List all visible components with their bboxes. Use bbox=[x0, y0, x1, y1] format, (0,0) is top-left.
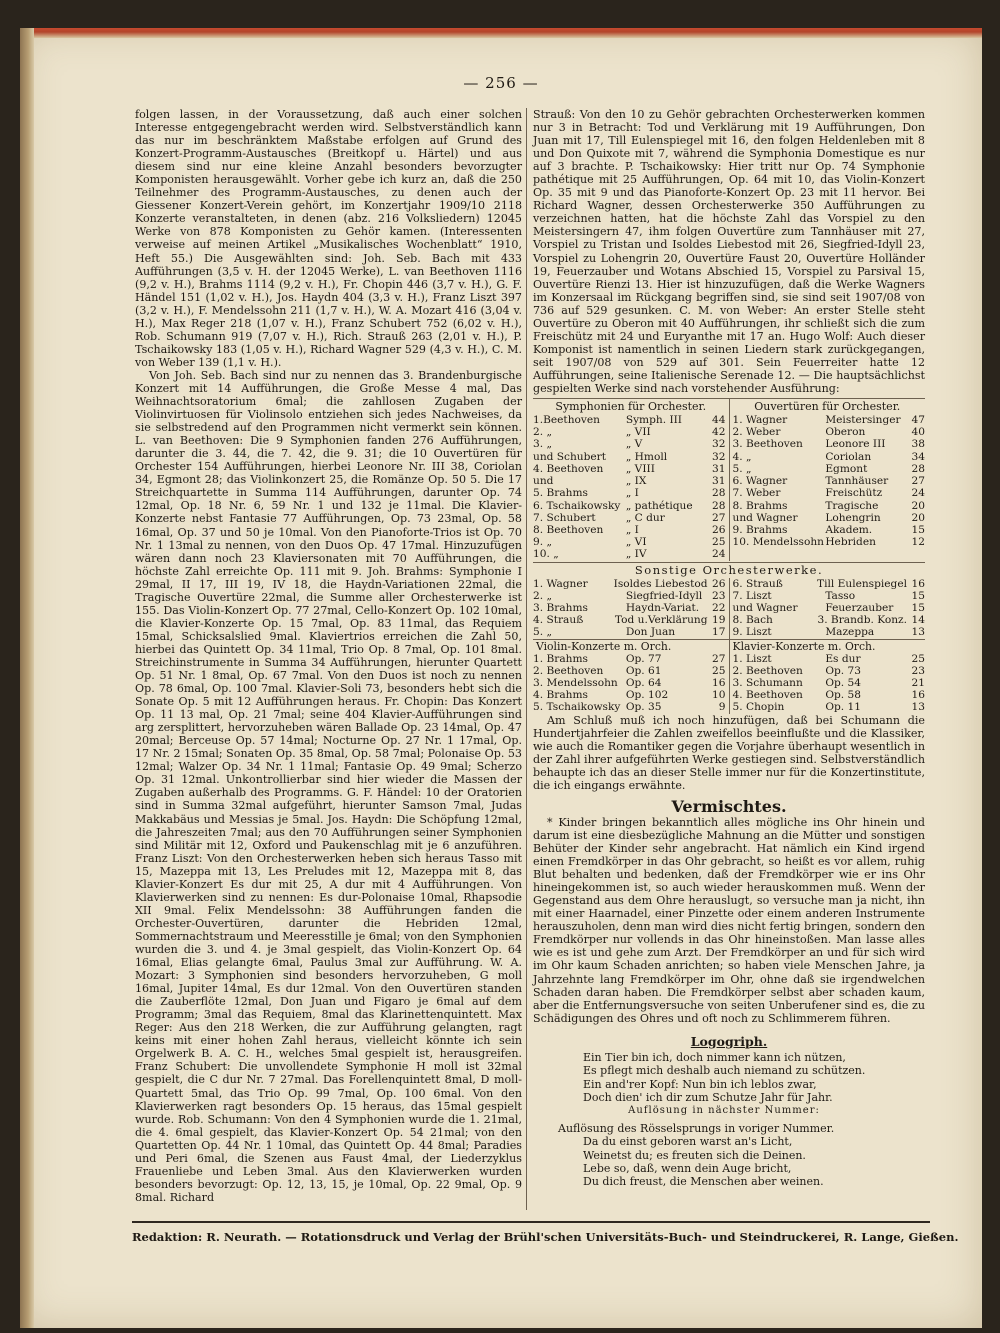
composer-cell: 4. „ bbox=[732, 450, 752, 463]
table-row bbox=[533, 463, 726, 475]
table-row bbox=[733, 451, 926, 463]
work-cell: Feuerzauber bbox=[825, 601, 894, 614]
work-cell: Op. 58 bbox=[825, 689, 861, 702]
composer-cell: und Wagner bbox=[732, 601, 798, 614]
count-cell: 31 bbox=[712, 475, 726, 488]
count-cell: 28 bbox=[911, 462, 925, 475]
count-cell: 25 bbox=[712, 664, 726, 677]
composer-cell: 8. Brahms bbox=[732, 499, 788, 512]
composer-cell: 2. Weber bbox=[732, 426, 781, 439]
table2-right bbox=[730, 578, 926, 639]
table-row bbox=[533, 548, 726, 560]
right-intro-paragraph: Strauß: Von den 10 zu Gehör gebrachten Orchesterwerken kommen nur 3 in Betracht: Tod und Verklärung mit 19 Aufführungen, Don Juan mit 17, Till Eulenspiegel mit 16, den folgen Heldenleben mit 8 und Don Quixote mit 7, während die Symphonia Domestique es nur auf 3 brachte. P. Tschaikowsky: Hier tritt nur Op. 74 Symphonie pathétique mit 25 Aufführungen, Op. 64 mit 10, das Violin-Konzert Op. 35 mit 9 und das Pianoforte-Konzert Op. 23 mit 11 hervor. Bei Richard Wagner, dessen Orchesterwerke 350 Aufführungen zu verzeichnen hatten, hat die höchste Zahl das Vorspiel zu den Meistersingern 47, ihm folgen Ouvertüre zum Tannhäuser mit 27, Vorspiel zu Tristan und Isoldes Liebestod mit 26, Siegfried-Idyll 23, Vorspiel zu Lohengrin 20, Ouvertüre Faust 20, Ouvertüre Holländer 19, Feuerzauber und Wotans Abschied 15, Vorspiel zu Parsival 15, Ouvertüre Rienzi 13. Hier ist hinzuzufügen, daß die Werke Wagners im Konzersaal im Rückgang begriffen sind, sie sind seit 1907/08 von 736 auf 529 gesunken. C. M. von Weber: An erster Stelle steht Ouvertüre zu Oberon mit 40 Aufführungen, ihr schließt sich die zum Freischütz mit 24 und Euryanthe mit 17 an. Hugo Wolf: Auch dieser Komponist ist namentlich in seinen Liedern stark zurückgegangen, seit 1907/08 von 529 auf 301. Sein Feuerreiter hatte 12 Aufführungen, seine Italienische Serenade 12. — Die hauptsächlichst gespielten Werke sind nach vorstehender Ausführung: bbox=[533, 108, 925, 395]
work-cell: „ VII bbox=[625, 426, 651, 439]
composer-cell: 10. „ bbox=[533, 548, 559, 561]
logogriph-poem bbox=[533, 1051, 925, 1118]
work-cell: Lohengrin bbox=[825, 511, 881, 524]
table-row bbox=[533, 426, 726, 438]
table-row bbox=[533, 414, 726, 426]
composer-cell: und bbox=[533, 475, 554, 488]
table-row bbox=[533, 689, 726, 701]
count-cell: 44 bbox=[712, 414, 726, 427]
composer-cell: 8. Beethoven bbox=[533, 523, 604, 536]
solution-block bbox=[533, 1122, 925, 1189]
table-row bbox=[533, 438, 726, 450]
composer-cell: 9. Liszt bbox=[732, 626, 772, 639]
work-cell: Op. 64 bbox=[625, 677, 662, 690]
count-cell: 15 bbox=[911, 589, 925, 602]
left-paragraph-2: Von Joh. Seb. Bach sind nur zu nennen das 3. Brandenburgische Konzert mit 14 Aufführungen, die Große Messe 4 mal, Das Weihnachtsoratorium 6mal; die zahllosen Zugaben der Violinvirtuosen für Violinsolo entziehen sich jedes Nachweises, da sie selbstredend auf den Programmen nicht vermerkt sein können. L. van Beethoven: Die 9 Symphonien fanden 276 Aufführungen, darunter die 3. 44, die 7. 42, die 9. 31; die 10 Ouvertüren für Orchester 154 Aufführungen, hierbei Leonore Nr. III 38, Coriolan 34, Egmont 28; das Violinkonzert 25, die Romänze Op. 50 5. Die 17 Streichquartette in Summa 114 Aufführungen, darunter Op. 74 12mal, Op. 18 Nr. 6, 59 Nr. 1 und 132 je 11mal. Die Klavier-Konzerte nebst Fantasie 77 Aufführungen, Op. 73 23mal, Op. 58 16mal, Op. 37 und 50 je 10mal. Von den Pianoforte-Trios ist Op. 70 Nr. 1 13mal zu nennen, von den Duos Op. 47 17mal. Hinzuzufügen wären dann noch 23 Klaviersonaten mit 70 Aufführungen, die höchste Zahl erreichte Op. 111 mit 9. Joh. Brahms: Symphonie I 29mal, II 17, III 19, IV 18, die Haydn-Variationen 22mal, die Tragische Ouvertüre 22mal, die Summe aller Orchesterwerke ist 155. Das Violin-Konzert Op. 77 27mal, Cello-Konzert Op. 102 10mal, die Klavier-Konzerte Op. 15 7mal, Op. 83 11mal, das Requiem 15mal, Schicksalslied 9mal. Klaviertrios erreichen die Zahl 50, hierbei das Quintett Op. 34 11mal, Trio Op. 8 7mal, Op. 101 8mal. Streichinstrumente in Summa 34 Aufführungen, hierunter Quartett Op. 51 Nr. 1 8mal, Op. 67 7mal. Von den Duos ist noch zu nennen Op. 78 6mal, Op. 100 7mal. Klavier-Soli 73, besonders hebt sich die Sonate Op. 5 mit 12 Aufführungen heraus. Fr. Chopin: Das Konzert Op. 11 13 mal, Op. 21 7mal; seine 404 Klavier-Aufführungen sind arg zersplittert, hervorzuheben wären Ballade Op. 23 14mal, Op. 47 20mal; Berceuse Op. 57 14mal; Nocturne Op. 27 Nr. 1 17mal, Op. 17 Nr. 2 15mal; Sonaten Op. 35 8mal, Op. 58 7mal; Polonaise Op. 53 12mal; Walzer Op. 34 Nr. 1 11mal; Fantasie Op. 49 9mal; Scherzo Op. 31 12mal. Unkontrollierbar sind hier wieder die Massen der Zugaben außerhalb des Programms. G. F. Händel: 10 der Oratorien sind in Summa 32mal aufgeführt, hierunter Samson 7mal, Judas Makkabäus und Messias je 5mal. Jos. Haydn: Die Schöpfung 12mal, die Jahreszeiten 7mal; aus den 70 Aufführungen seiner Symphonien sind Militär mit 12, Oxford und Paukenschlag mit je 6 anzuführen. Franz Liszt: Von den Orchesterwerken heben sich heraus Tasso mit 15, Mazeppa mit 13, Les Preludes mit 12, Mazeppa mit 8, das Klavier-Konzert Es dur mit 25, A dur mit 4 Aufführungen. Von Klavierwerken sind zu nennen: Es dur-Polonaise 10mal, Rhapsodie XII 9mal. Felix Mendelssohn: 38 Aufführungen fanden die Orchester-Ouvertüren, darunter die Hebriden 12mal, Sommernachtstraum und Meeresstille je 6mal; von den Symphonien wurden die 3. und 4. je 3mal gespielt, das Violin-Konzert Op. 64 16mal, Elias gelangte 6mal, Paulus 3mal zur Aufführung. W. A. Mozart: 3 Symphonien sind besonders hervorzuheben, G moll 16mal, Jupiter 14mal, Es dur 12mal. Von den Ouvertüren standen die Zauberflöte 12mal, Don Juan und Figaro je 6mal auf dem Programm; 3mal das Requiem, 8mal das Klarinettenquintett. Max Reger: Aus den 218 Werken, die zur Aufführung gelangten, ragt keins mit einer hohen Zahl heraus, vielleicht könnte ich sein Orgelwerk B. A. C. H., welches 5mal gespielt ist, herausgreifen. Franz Schubert: Die unvollendete Symphonie H moll ist 32mal gespielt, die C dur Nr. 7 27mal. Das Forellenquintett 8mal, D moll-Quartett 5mal, das Trio Op. 99 7mal, Op. 100 6mal. Von den Klavierwerken ragt besonders Op. 15 heraus, das 15mal gespielt wurde. Rob. Schumann: Von den 4 Symphonien wurde die 1. 21mal, die 4. 6mal gespielt, das Klavier-Konzert Op. 54 21mal; von den Quartetten Op. 44 Nr. 1 10mal, das Quintett Op. 44 8mal; Paradies und Peri 6mal, die Szenen aus Faust 4mal, der Liederzyklus Frauenliebe und Leben 3mal. Aus den Klavierwerken wurden besonders bevorzugt: Op. 12, 13, 15, je 10mal, Op. 22 9mal, Op. 9 8mal. Richard bbox=[135, 368, 522, 1204]
table-row bbox=[533, 665, 726, 677]
vermischtes-heading: Vermischtes. bbox=[671, 796, 787, 816]
work-cell: Op. 54 bbox=[825, 677, 861, 690]
count-cell: 23 bbox=[712, 589, 726, 602]
work-cell: Op. 35 bbox=[625, 701, 662, 714]
table2-title: Sonstige Orchesterwerke. bbox=[533, 562, 925, 578]
table-row bbox=[733, 512, 926, 524]
composer-cell: 5. Chopin bbox=[732, 701, 785, 714]
work-cell: Tasso bbox=[825, 589, 856, 602]
work-cell: Freischütz bbox=[825, 487, 883, 500]
work-cell: Hebriden bbox=[825, 536, 876, 549]
work-cell: „ V bbox=[625, 438, 643, 451]
work-cell: Mazeppa bbox=[825, 626, 875, 639]
table3-left bbox=[533, 653, 730, 714]
count-cell: 40 bbox=[911, 426, 925, 439]
composer-cell: 2. „ bbox=[533, 426, 552, 439]
table-row bbox=[733, 500, 926, 512]
page-number: — 256 — bbox=[463, 74, 539, 92]
work-cell: Isoldes Liebestod bbox=[613, 577, 708, 590]
count-cell: 16 bbox=[911, 577, 925, 590]
count-cell: 38 bbox=[911, 438, 925, 451]
table1-head-right: Ouvertüren für Orchester. bbox=[754, 400, 901, 414]
composer-cell: 10. Mendelssohn bbox=[732, 536, 824, 549]
poem-line: Ein and'rer Kopf: Nun bin ich leblos zwar, bbox=[583, 1077, 817, 1091]
column-divider bbox=[526, 108, 527, 1210]
composer-cell: 3. Brahms bbox=[533, 601, 588, 614]
composer-cell: 5. Tschaikowsky bbox=[533, 701, 621, 714]
composer-cell: 8. Bach bbox=[732, 614, 773, 627]
table-row bbox=[533, 451, 726, 463]
composer-cell: 7. Weber bbox=[732, 487, 781, 500]
count-cell: 32 bbox=[712, 438, 726, 451]
table-row bbox=[733, 665, 926, 677]
table-row bbox=[733, 701, 926, 713]
work-cell: Op. 77 bbox=[625, 652, 662, 665]
composer-cell: 1. Wagner bbox=[732, 414, 788, 427]
table-row bbox=[733, 578, 926, 590]
solution-line: Weinetst du; es freuten sich die Deinen. bbox=[583, 1148, 806, 1162]
count-cell: 27 bbox=[712, 511, 726, 524]
table3-right bbox=[730, 653, 926, 714]
composer-cell: 6. Strauß bbox=[732, 577, 783, 590]
work-cell: Op. 11 bbox=[825, 701, 861, 714]
count-cell: 13 bbox=[911, 701, 925, 714]
composer-cell: 2. Beethoven bbox=[533, 664, 604, 677]
count-cell: 20 bbox=[911, 511, 925, 524]
count-cell: 10 bbox=[712, 689, 726, 702]
composer-cell: 2. „ bbox=[533, 589, 552, 602]
table-row bbox=[533, 701, 726, 713]
composer-cell: 7. Schubert bbox=[533, 511, 596, 524]
table-row bbox=[533, 653, 726, 665]
count-cell: 13 bbox=[911, 626, 925, 639]
work-cell: „ IV bbox=[625, 548, 647, 561]
count-cell: 26 bbox=[712, 523, 726, 536]
table-row bbox=[733, 626, 926, 638]
count-cell: 42 bbox=[712, 426, 726, 439]
table-row bbox=[533, 524, 726, 536]
table3-head-right: Klavier-Konzerte m. Orch. bbox=[732, 639, 876, 653]
count-cell: 28 bbox=[712, 499, 726, 512]
composer-cell: 1. Liszt bbox=[732, 652, 772, 665]
count-cell: 27 bbox=[911, 475, 925, 488]
count-cell: 24 bbox=[712, 548, 726, 561]
poem-line: Doch dien' ich dir zum Schutze Jahr für Jahr. bbox=[583, 1090, 833, 1104]
count-cell: 22 bbox=[712, 601, 726, 614]
composer-cell: 4. Strauß bbox=[533, 614, 584, 627]
work-cell: Op. 73 bbox=[825, 664, 861, 677]
composer-cell: 9. Brahms bbox=[732, 523, 788, 536]
table-row bbox=[533, 475, 726, 487]
solution-title: Auflösung des Rösselsprungs in voriger Nummer. bbox=[558, 1121, 835, 1135]
table-row bbox=[733, 475, 926, 487]
table1 bbox=[533, 414, 925, 560]
work-cell: Haydn-Variat. bbox=[625, 601, 700, 614]
composer-cell: und Wagner bbox=[732, 511, 798, 524]
table-row bbox=[533, 512, 726, 524]
left-paragraph-1: folgen lassen, in der Voraussetzung, daß auch einer solchen Interesse entgegengebracht werden wird. Selbstverständlich kann das nur im beschränktem Maßstabe erfolgen auf Grund des Konzert-Programm-Austausches (Breitkopf u. Härtel) und aus diesem sind nur eine kleine Anzahl besonders bevorzugter Komponisten herausgewählt. Vorher gebe ich kurz an, daß die 250 Teilnehmer des Programm-Austausches, zu denen auch der Giessener Konzert-Verein gehört, im Konzertjahr 1909/10 2118 Konzerte veranstalteten, in denen (abz. 216 Volksliedern) 12045 Werke von 878 Komponisten zu Gehör kamen. (Interessenten verweise auf meinen Artikel „Musikalisches Wochenblatt“ 1910, Heft 55.) Die Ausgewählten sind: Joh. Seb. Bach mit 433 Aufführungen (3,5 v. H. der 12045 Werke), L. van Beethoven 1116 (9,2 v. H.), Brahms 1114 (9,2 v. H.), Fr. Chopin 446 (3,7 v. H.), G. F. Händel 151 (1,02 v. H.), Jos. Haydn 404 (3,3 v. H.), Franz Liszt 397 (3,2 v. H.), F. Mendelssohn 211 (1,7 v. H.), W. A. Mozart 416 (3,04 v. H.), Max Reger 218 (1,07 v. H.), Franz Schubert 752 (6,02 v. H.), Rob. Schumann 919 (7,07 v. H.), Rich. Strauß 263 (2,01 v. H.), P. Tschaikowsky 183 (1,05 v. H.), Richard Wagner 529 (4,3 v. H.), C. M. von Weber 139 (1,1 v. H.). bbox=[135, 108, 522, 369]
count-cell: 19 bbox=[712, 614, 726, 627]
composer-cell: 5. „ bbox=[732, 462, 752, 475]
count-cell: 17 bbox=[712, 626, 726, 639]
count-cell: 34 bbox=[911, 450, 925, 463]
count-cell: 32 bbox=[712, 450, 726, 463]
book-spine bbox=[20, 28, 34, 1328]
logogriph-heading: Logogriph. bbox=[690, 1033, 768, 1049]
table1-right bbox=[730, 414, 926, 560]
table-row bbox=[533, 602, 726, 614]
table-row bbox=[733, 426, 926, 438]
composer-cell: 6. Tschaikowsky bbox=[533, 499, 621, 512]
work-cell: Siegfried-Idyll bbox=[625, 589, 703, 602]
composer-cell: 3. Beethoven bbox=[732, 438, 803, 451]
composer-cell: 1. Wagner bbox=[533, 577, 588, 590]
count-cell: 47 bbox=[911, 414, 925, 427]
composer-cell: 9. „ bbox=[533, 536, 552, 549]
right-column bbox=[533, 108, 925, 1210]
solution-line: Du dich freust, die Menschen aber weinen. bbox=[583, 1175, 824, 1189]
count-cell: 16 bbox=[712, 677, 726, 690]
newspaper-page bbox=[20, 28, 982, 1328]
table-row bbox=[533, 677, 726, 689]
table-row bbox=[733, 689, 926, 701]
table-row bbox=[733, 590, 926, 602]
page-top-edge bbox=[20, 28, 982, 38]
composer-cell: 3. Schumann bbox=[732, 677, 803, 690]
table-row bbox=[733, 414, 926, 426]
left-column bbox=[135, 108, 522, 1210]
count-cell: 27 bbox=[712, 652, 726, 665]
work-cell: Op. 61 bbox=[625, 664, 662, 677]
work-cell: „ I bbox=[625, 523, 639, 536]
work-cell: 3. Brandb. Konz. bbox=[817, 614, 907, 627]
count-cell: 21 bbox=[911, 677, 925, 690]
composer-cell: 6. Wagner bbox=[732, 475, 788, 488]
work-cell: Tannhäuser bbox=[825, 475, 889, 488]
table-row bbox=[733, 614, 926, 626]
table2-left bbox=[533, 578, 730, 639]
table3-head-left: Violin-Konzerte m. Orch. bbox=[533, 640, 730, 653]
poem-line: Es pflegt mich deshalb auch niemand zu schützen. bbox=[583, 1064, 866, 1078]
table3-header bbox=[533, 639, 925, 653]
work-cell: „ pathétique bbox=[625, 499, 693, 512]
composer-cell: und Schubert bbox=[533, 450, 607, 463]
work-cell: Symph. III bbox=[625, 414, 682, 427]
composer-cell: 5. „ bbox=[533, 626, 552, 639]
count-cell: 23 bbox=[911, 664, 925, 677]
composer-cell: 3. „ bbox=[533, 438, 552, 451]
work-cell: Oberon bbox=[825, 426, 866, 439]
composer-cell: 1. Brahms bbox=[533, 652, 588, 665]
work-cell: „ VIII bbox=[625, 462, 655, 475]
work-cell: Egmont bbox=[825, 462, 868, 475]
work-cell: Akadem. bbox=[825, 523, 873, 536]
table-row bbox=[533, 626, 726, 638]
work-cell: Tragische bbox=[825, 499, 879, 512]
table-row bbox=[733, 602, 926, 614]
vermischtes-paragraph: * Kinder bringen bekanntlich alles mögliche ins Ohr hinein und darum ist eine diesbezügliche Mahnung an die Mütter und sonstigen Behüter der Kinder sehr angebracht. Hat nämlich ein Kind irgend einen Fremdkörper in das Ohr gebracht, so heißt es vor allem, ruhig Blut behalten und bedenken, daß der Fremdkörper wie er ins Ohr hineingekommen ist, so auch wieder herauskommen muß. Wenn der Gegenstand aus dem Ohre herauslugt, so versuche man ja nicht, ihn mit einer Haarnadel, einer Pinzette oder einem anderen Instrumente herauszuholen, denn man wird dies nicht fertig bringen, sondern den Fremdkörper nur vollends in das Ohr hineinstoßen. Man lasse alles wie es ist und gehe zum Arzt. Der Fremdkörper an und für sich wird im Ohr kaum Schaden anrichten; so haben viele Menschen Jahre, ja Jahrzehnte lang Fremdkörper im Ohr, ohne daß sie irgendwelchen Schaden daran haben. Die Fremdkörper selbst aber schaden kaum, aber die Entfernungsversuche von seiten Unberufener sind es, die zu Schädigungen des Ohres und oft noch zu Schlimmerem führen. bbox=[533, 815, 925, 1025]
composer-cell: 2. Beethoven bbox=[732, 664, 803, 677]
composer-cell: 4. Beethoven bbox=[732, 689, 803, 702]
work-cell: „ VI bbox=[625, 536, 647, 549]
table-row bbox=[533, 614, 726, 626]
table-row bbox=[733, 536, 926, 548]
solution-line: Lebe so, daß, wenn dein Auge bricht, bbox=[583, 1162, 792, 1176]
composer-cell: 7. Liszt bbox=[732, 589, 772, 602]
table3 bbox=[533, 653, 925, 714]
work-cell: Meistersinger bbox=[825, 414, 901, 427]
composer-cell: 4. Beethoven bbox=[533, 462, 604, 475]
count-cell: 26 bbox=[712, 577, 726, 590]
work-cell: „ I bbox=[625, 487, 639, 500]
composer-cell: 3. Mendelssohn bbox=[533, 677, 618, 690]
composer-cell: 1.Beethoven bbox=[533, 414, 600, 427]
table-row bbox=[533, 536, 726, 548]
imprint-footer: Redaktion: R. Neurath. — Rotationsdruck und Verlag der Brühl'schen Universitäts-Buch- und Steindruckerei, R. Lange, Gießen. bbox=[132, 1230, 959, 1244]
count-cell: 15 bbox=[911, 523, 925, 536]
table-row bbox=[533, 500, 726, 512]
count-cell: 15 bbox=[911, 601, 925, 614]
table-row bbox=[733, 524, 926, 536]
table-row bbox=[733, 677, 926, 689]
poem-line: Ein Tier bin ich, doch nimmer kann ich nützen, bbox=[583, 1050, 846, 1064]
work-cell: „ IX bbox=[625, 475, 647, 488]
table1-header bbox=[533, 398, 925, 414]
table-row bbox=[733, 438, 926, 450]
solution-caption: Auflösung in nächster Nummer: bbox=[628, 1105, 820, 1117]
table1-left bbox=[533, 414, 730, 560]
footer-rule bbox=[132, 1221, 930, 1223]
closing-paragraph: Am Schluß muß ich noch hinzufügen, daß bei Schumann die Hundertjahrfeier die Zahlen zweifellos beeinflußte und die Klassiker, wie auch die Romantiker gegen die Vorjahre überhaupt wesentlich in der Zahl ihrer aufgeführten Werke gestiegen sind. Selbstverständlich behaupte ich das an dieser Stelle immer nur für die Konzertinstitute, die ich eingangs erwähnte. bbox=[533, 713, 925, 792]
table2 bbox=[533, 578, 925, 639]
count-cell: 25 bbox=[712, 536, 726, 549]
count-cell: 25 bbox=[911, 652, 925, 665]
solution-line: Da du einst geboren warst an's Licht, bbox=[583, 1135, 793, 1149]
work-cell: Coriolan bbox=[825, 450, 872, 463]
work-cell: Op. 102 bbox=[625, 689, 669, 702]
work-cell: „ Hmoll bbox=[625, 450, 668, 463]
composer-cell: 5. Brahms bbox=[533, 487, 588, 500]
table1-head-left: Symphonien für Orchester. bbox=[533, 399, 730, 414]
count-cell: 28 bbox=[712, 487, 726, 500]
count-cell: 9 bbox=[718, 701, 726, 714]
table-row bbox=[733, 653, 926, 665]
count-cell: 31 bbox=[712, 462, 726, 475]
count-cell: 12 bbox=[911, 536, 925, 549]
work-cell: Till Eulenspiegel bbox=[817, 577, 907, 590]
composer-cell: 4. Brahms bbox=[533, 689, 588, 702]
table-row bbox=[733, 463, 926, 475]
table-row bbox=[733, 487, 926, 499]
table-row bbox=[533, 590, 726, 602]
work-cell: Tod u.Verklärung bbox=[614, 614, 708, 627]
count-cell: 20 bbox=[911, 499, 925, 512]
table-row bbox=[533, 487, 726, 499]
count-cell: 14 bbox=[911, 614, 925, 627]
count-cell: 16 bbox=[911, 689, 925, 702]
table-row bbox=[533, 578, 726, 590]
work-cell: Leonore III bbox=[825, 438, 886, 451]
count-cell: 24 bbox=[911, 487, 925, 500]
work-cell: „ C dur bbox=[625, 511, 665, 524]
work-cell: Don Juan bbox=[625, 626, 676, 639]
work-cell: Es dur bbox=[825, 652, 861, 665]
